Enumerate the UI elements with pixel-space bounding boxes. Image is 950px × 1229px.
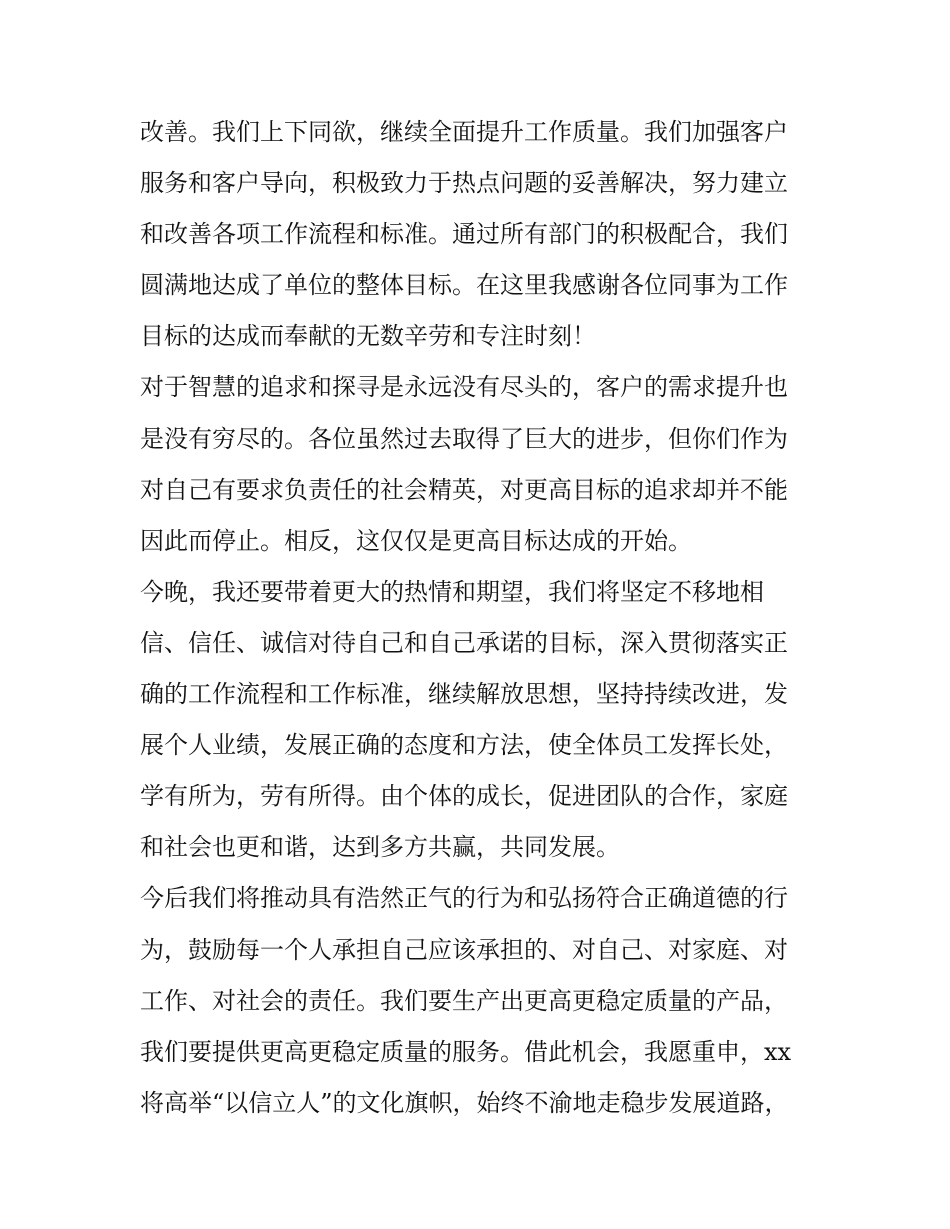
- text-line: 改善。我们上下同欲，继续全面提升工作质量。我们加强客户: [140, 118, 788, 146]
- text-line: 对于智慧的追求和探寻是永远没有尽头的，客户的需求提升也: [140, 373, 788, 402]
- text-line: 圆满地达成了单位的整体目标。在这里我感谢各位同事为工作: [140, 271, 788, 300]
- text-line: 和社会也更和谐，达到多方共赢，共同发展。: [140, 833, 620, 862]
- text-line: 对自己有要求负责任的社会精英，对更高目标的追求却并不能: [140, 475, 788, 504]
- text-line: 信、信任、诚信对待自己和自己承诺的目标，深入贯彻落实正: [140, 628, 788, 657]
- text-line: 服务和客户导向，积极致力于热点问题的妥善解决，努力建立: [140, 169, 788, 198]
- text-line: 因此而停止。相反，这仅仅是更高目标达成的开始。: [140, 526, 692, 555]
- text-line: 工作、对社会的责任。我们要生产出更高更稳定质量的产品，: [140, 986, 788, 1015]
- text-line: 是没有穷尽的。各位虽然过去取得了巨大的进步，但你们作为: [140, 424, 788, 453]
- text-line: 学有所为，劳有所得。由个体的成长，促进团队的合作，家庭: [140, 782, 788, 811]
- text-line: 和改善各项工作流程和标准。通过所有部门的积极配合，我们: [140, 220, 788, 249]
- text-line: 为，鼓励每一个人承担自己应该承担的、对自己、对家庭、对: [140, 935, 788, 964]
- text-line: 确的工作流程和工作标准，继续解放思想，坚持持续改进，发: [140, 680, 788, 709]
- text-line: 今晚，我还要带着更大的热情和期望，我们将坚定不移地相: [140, 577, 764, 606]
- text-line: 目标的达成而奉献的无数辛劳和专注时刻！: [140, 322, 596, 351]
- text-line: 将高举“以信立人”的文化旗帜，始终不渝地走稳步发展道路，: [140, 1088, 789, 1117]
- text-line: 今后我们将推动具有浩然正气的行为和弘扬符合正确道德的行: [140, 884, 788, 913]
- document-body: [140, 107, 820, 1129]
- text-line: 展个人业绩，发展正确的态度和方法，使全体员工发挥长处，: [140, 731, 788, 760]
- text-line: 我们要提供更高更稳定质量的服务。借此机会，我愿重申，xx: [140, 1037, 792, 1066]
